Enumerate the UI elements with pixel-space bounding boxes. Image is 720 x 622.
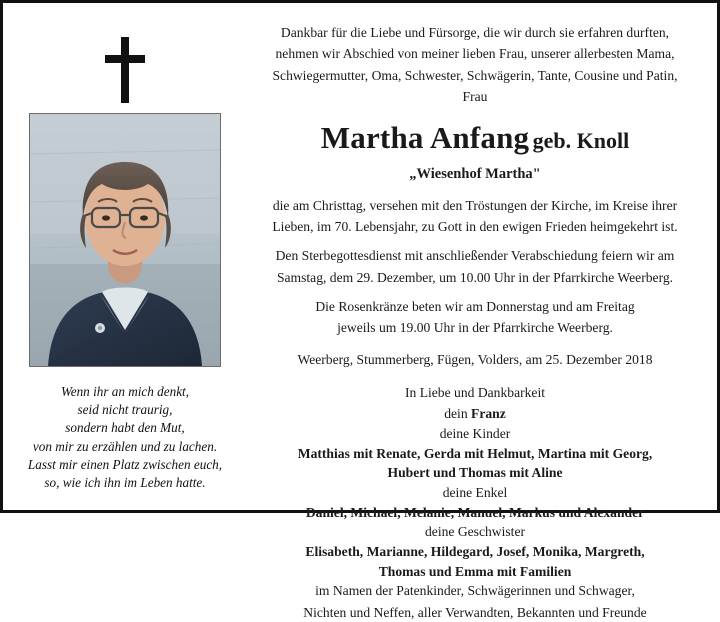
death-line-2: Lieben, im 70. Lebensjahr, zu Gott in den ewigen Frieden heimgekehrt ist. — [272, 219, 678, 235]
death-line-1: die am Christtag, versehen mit den Tröstungen der Kirche, im Kreise ihrer — [272, 197, 678, 213]
family-role-7: deine Geschwister — [424, 524, 526, 540]
family-line-5 — [249, 483, 701, 503]
notice-text-column — [239, 9, 709, 620]
verse-line-5: Lasst mir einen Platz zwischen euch, — [27, 456, 223, 472]
family-names-3: Matthias mit Renate, Gerda mit Helmut, Martina mit Georg, — [297, 445, 653, 461]
cross-horizontal — [105, 55, 145, 63]
family-names-8: Elisabeth, Marianne, Hildegard, Josef, Monika, Margreth, — [305, 544, 645, 560]
verse-line-4: von mir zu erzählen und zu lachen. — [32, 438, 218, 454]
deceased-nickname: „Wiesenhof Martha" — [409, 166, 541, 183]
deceased-name: Martha Anfang — [320, 120, 530, 156]
closing-paragraph — [249, 581, 701, 622]
left-column — [11, 9, 239, 504]
cross-icon-wrap — [11, 27, 239, 113]
family-line-2 — [249, 424, 701, 444]
death-paragraph — [249, 196, 701, 237]
verse-line-6: so, wie ich ihn im Leben hatte. — [44, 475, 206, 491]
funeral-line-2: Samstag, dem 29. Dezember, um 10.00 Uhr in der Pfarrkirche Weerberg. — [276, 269, 674, 285]
funeral-paragraph — [249, 246, 701, 287]
family-line-8 — [249, 542, 701, 562]
rosary-line-2: jeweils um 19.00 Uhr in der Pfarrkirche Weerberg. — [337, 320, 613, 336]
family-line-1 — [249, 404, 701, 424]
intro-paragraph — [249, 23, 701, 106]
family-names-6: Daniel, Michael, Melanie, Manuel, Markus und Alexander — [305, 504, 645, 520]
family-list — [249, 404, 701, 581]
family-role-2: deine Kinder — [439, 425, 511, 441]
intro-line-1: Dankbar für die Liebe und Fürsorge, die wir durch sie erfahren durften, — [280, 25, 670, 40]
memorial-verse — [19, 383, 231, 492]
family-role-5: deine Enkel — [442, 484, 508, 500]
funeral-line-1: Den Sterbegottesdienst mit anschließender Verabschiedung feiern wir am — [275, 248, 675, 264]
rosary-line-1: Die Rosenkränze beten wir am Donnerstag und am Freitag — [315, 298, 635, 314]
closing-line-2: Nichten und Neffen, aller Verwandten, Bekannten und Freunde — [303, 604, 647, 620]
place-and-date: Weerberg, Stummerberg, Fügen, Volders, am 25. Dezember 2018 — [297, 351, 653, 367]
cross-vertical — [121, 37, 129, 103]
family-role-1: dein — [444, 406, 468, 422]
intro-line-2: nehmen wir Abschied von meiner lieben Frau, unserer allerbesten Mama, — [275, 46, 675, 62]
family-line-7 — [249, 522, 701, 542]
verse-line-3: sondern habt den Mut, — [65, 420, 185, 436]
family-line-9 — [249, 562, 701, 582]
family-line-3 — [249, 444, 701, 464]
family-line-4 — [249, 463, 701, 483]
cross-icon — [103, 37, 147, 103]
intro-line-4: Frau — [462, 88, 488, 104]
intro-line-3: Schwiegermutter, Oma, Schwester, Schwägerin, Tante, Cousine und Patin, — [272, 67, 678, 83]
deceased-name-line — [249, 116, 701, 160]
deceased-maiden-name: geb. Knoll — [532, 128, 630, 154]
family-names-1: Franz — [471, 406, 506, 422]
closing-line-1: im Namen der Patenkinder, Schwägerinnen und Schwager, — [315, 583, 635, 599]
rosary-paragraph — [249, 297, 701, 338]
verse-line-1: Wenn ihr an mich denkt, — [60, 384, 190, 399]
verse-line-2: seid nicht traurig, — [77, 402, 173, 418]
family-names-4: Hubert und Thomas mit Aline — [387, 465, 563, 481]
family-names-9: Thomas und Emma mit Familien — [378, 563, 572, 579]
portrait-photo — [29, 113, 221, 367]
thanks-heading: In Liebe und Dankbarkeit — [404, 384, 546, 400]
